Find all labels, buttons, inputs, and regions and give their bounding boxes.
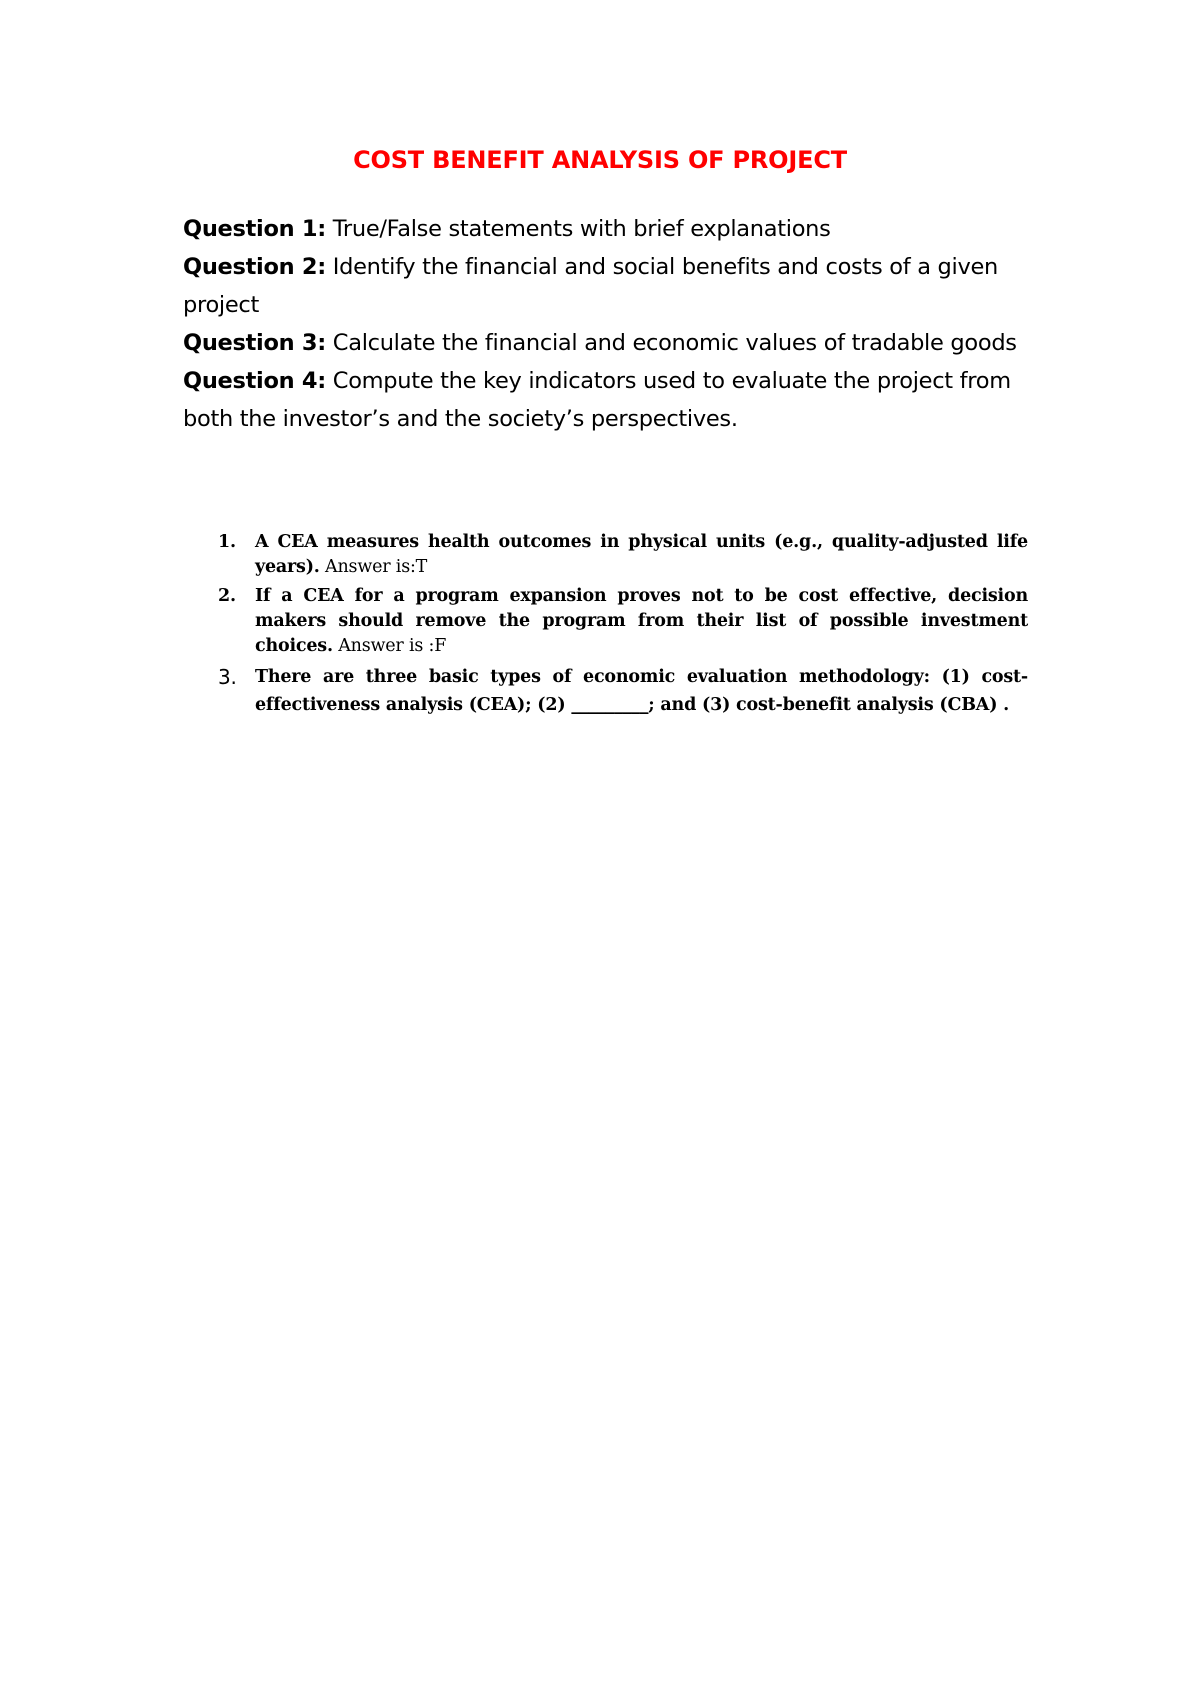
- statement-answer: Answer is :F: [332, 636, 447, 656]
- statement-item-3: [200, 663, 1028, 719]
- statement-item-1: [200, 530, 1028, 580]
- statement-text: A CEA measures health outcomes in physical units (e.g., quality-adjusted life years).: [255, 532, 1028, 577]
- statement-number: 3.: [218, 665, 237, 689]
- question-label: Question 1:: [183, 216, 326, 242]
- question-text: True/False statements with brief explanations: [325, 216, 831, 242]
- question-text: Identify the financial and social benefits and costs of a given project: [183, 254, 998, 318]
- question-text: Calculate the financial and economic values of tradable goods: [325, 330, 1017, 356]
- statement-text: If a CEA for a program expansion proves not to be cost effective, decision makers should remove the program from their list of possible investment choices.: [255, 586, 1028, 656]
- question-item-2: [183, 248, 1043, 324]
- question-list: [183, 210, 1043, 438]
- question-text: Compute the key indicators used to evaluate the project from both the investor’s and the society’s perspectives.: [183, 368, 1011, 432]
- statement-number: 2.: [218, 586, 236, 606]
- statement-item-2: [200, 584, 1028, 659]
- statement-list: [200, 530, 1028, 723]
- statement-answer: Answer is:T: [319, 557, 428, 577]
- question-item-4: [183, 362, 1043, 438]
- question-item-1: [183, 210, 1043, 248]
- question-label: Question 2:: [183, 254, 326, 280]
- statement-number: 1.: [218, 532, 236, 552]
- document-title: COST BENEFIT ANALYSIS OF PROJECT: [353, 146, 847, 174]
- question-label: Question 3:: [183, 330, 326, 356]
- statement-text: There are three basic types of economic evaluation methodology: (1) cost-effectiveness analysis (CEA); (2) _________; and (3) cost-benefit analysis (CBA) .: [255, 667, 1028, 715]
- question-label: Question 4:: [183, 368, 326, 394]
- question-item-3: [183, 324, 1043, 362]
